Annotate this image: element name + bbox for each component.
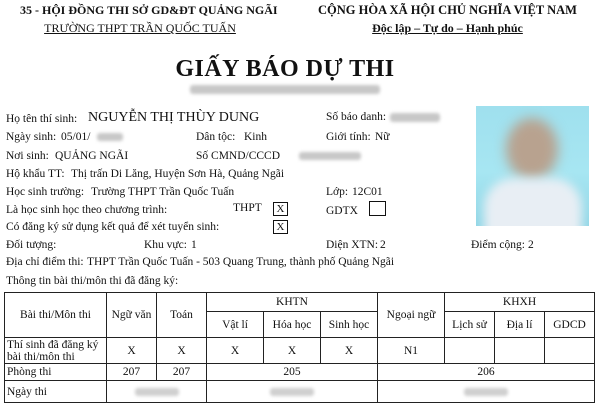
gender-value: Nữ	[375, 131, 390, 143]
register-label: Có đăng ký sử dụng kết quả để xét tuyển sinh:	[6, 221, 220, 233]
xtn-label: Diện XTN:	[326, 239, 379, 251]
dob-value: 05/01/	[61, 131, 91, 143]
redacted-subtitle	[190, 85, 380, 94]
class-value: 12C01	[352, 186, 383, 198]
venue-label: Địa chỉ điểm thi:	[6, 256, 84, 268]
program-label: Là học sinh học theo chương trình:	[6, 204, 168, 216]
table-row	[5, 364, 595, 381]
candidate-photo	[476, 106, 589, 226]
xtn-value: 2	[380, 239, 386, 251]
room-khtn: 205	[207, 364, 378, 381]
target-label: Đối tượng:	[6, 239, 57, 251]
col-ngu-van: Ngữ văn	[107, 293, 157, 338]
row-date-label: Ngày thi	[5, 381, 107, 403]
dob-label: Ngày sinh:	[6, 131, 57, 143]
school-value: Trường THPT Trần Quốc Tuấn	[91, 186, 235, 198]
gender-label: Giới tính:	[326, 131, 371, 143]
table-row	[5, 381, 595, 403]
col-ngoai-ngu: Ngoại ngữ	[378, 293, 445, 338]
thpt-label: THPT	[233, 202, 262, 214]
row-registered-label: Thí sinh đã đăng ký bài thi/môn thi	[5, 338, 107, 364]
venue-value: THPT Trần Quốc Tuấn - 503 Quang Trung, thành phố Quảng Ngãi	[87, 256, 395, 268]
name-value: NGUYỄN THỊ THÙY DUNG	[88, 110, 260, 125]
school-label: Học sinh trường:	[6, 186, 85, 198]
room-ngu-van: 207	[107, 364, 157, 381]
date-redacted	[464, 388, 508, 396]
row-room-label: Phòng thi	[5, 364, 107, 381]
area-value: 1	[191, 239, 197, 251]
room-toan: 207	[157, 364, 207, 381]
document-title: GIẤY BÁO DỰ THI	[175, 56, 395, 82]
date-ngu-van-toan	[107, 381, 207, 403]
cell-lich-su	[445, 338, 495, 364]
household-label: Hộ khẩu TT:	[6, 168, 65, 180]
register-checkbox[interactable]: X	[273, 220, 288, 234]
ethnic-label: Dân tộc:	[196, 131, 236, 143]
cmnd-value-redacted	[299, 152, 361, 160]
table-row	[5, 338, 595, 364]
national-motto: CỘNG HÒA XÃ HỘI CHỦ NGHĨA VIỆT NAM	[318, 3, 577, 17]
exam-subjects-table	[4, 292, 595, 403]
photo-body-blur	[484, 178, 582, 226]
col-dia-li: Địa lí	[495, 312, 545, 338]
name-label: Họ tên thí sinh:	[6, 113, 78, 125]
cell-ngoai-ngu: N1	[378, 338, 445, 364]
room-ngoai-ngu: 206	[378, 364, 595, 381]
col-lich-su: Lịch sử	[445, 312, 495, 338]
sbd-label: Số báo danh:	[326, 111, 387, 123]
subject-header: Bài thi/Môn thi	[5, 293, 107, 338]
date-redacted	[270, 388, 314, 396]
table-header-row	[5, 293, 595, 312]
gdtx-label: GDTX	[326, 205, 358, 217]
national-slogan: Độc lập – Tự do – Hạnh phúc	[372, 21, 523, 35]
col-toan: Toán	[157, 293, 207, 338]
cell-vat-li: X	[207, 338, 264, 364]
birthplace-value: QUẢNG NGÃI	[55, 150, 129, 162]
photo-face-blur	[506, 118, 558, 180]
gdtx-checkbox[interactable]	[369, 201, 386, 216]
area-label: Khu vực:	[144, 239, 187, 251]
cell-dia-li	[495, 338, 545, 364]
date-ngoai-ngu	[378, 381, 595, 403]
col-gdcd: GDCD	[545, 312, 595, 338]
cell-sinh-hoc: X	[321, 338, 378, 364]
exam-info-label: Thông tin bài thi/môn thi đã đăng ký:	[6, 275, 179, 287]
sbd-value-redacted	[390, 113, 440, 122]
ethnic-value: Kinh	[244, 131, 267, 143]
birthplace-label: Nơi sinh:	[6, 150, 49, 162]
col-khxh: KHXH	[445, 293, 595, 312]
date-khtn	[207, 381, 378, 403]
col-sinh-hoc: Sinh học	[321, 312, 378, 338]
thpt-checkbox[interactable]: X	[273, 202, 288, 216]
school-name: TRƯỜNG THPT TRẦN QUỐC TUẤN	[44, 21, 236, 35]
cmnd-label: Số CMND/CCCD	[196, 150, 281, 162]
cell-toan: X	[157, 338, 207, 364]
cell-gdcd	[545, 338, 595, 364]
col-hoa-hoc: Hóa học	[264, 312, 321, 338]
date-redacted	[135, 388, 179, 396]
cell-hoa-hoc: X	[264, 338, 321, 364]
household-value: Thị trấn Di Lăng, Huyện Sơn Hà, Quảng Ngãi	[71, 168, 285, 180]
col-vat-li: Vật lí	[207, 312, 264, 338]
cell-ngu-van: X	[107, 338, 157, 364]
council-name: 35 - HỘI ĐỒNG THI SỞ GD&ĐT QUẢNG NGÃI	[20, 3, 278, 17]
class-label: Lớp:	[326, 186, 349, 198]
col-khtn: KHTN	[207, 293, 378, 312]
bonus-value: 2	[528, 239, 534, 251]
dob-year-redacted	[97, 133, 123, 141]
bonus-label: Điểm cộng:	[471, 239, 525, 251]
